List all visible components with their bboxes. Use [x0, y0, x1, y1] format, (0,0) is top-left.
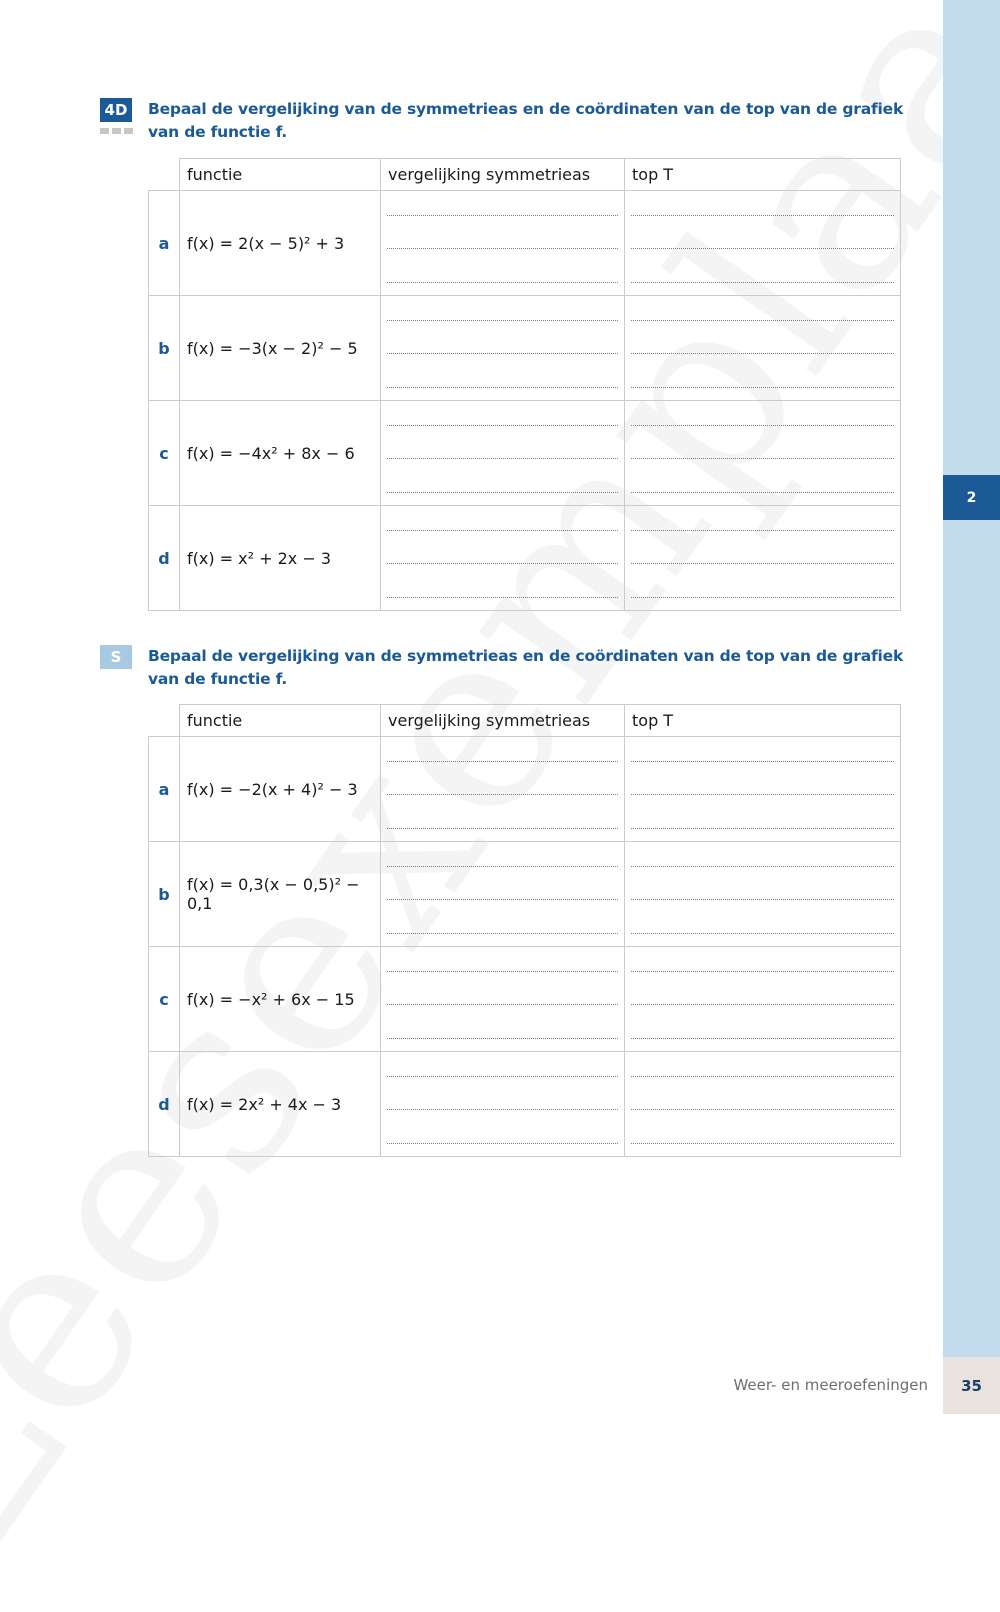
header-empty-cell: [149, 705, 180, 737]
header-empty-cell: [149, 159, 180, 191]
header-symmetrieas: vergelijking symmetrieas: [381, 705, 625, 737]
answer-top[interactable]: [625, 506, 901, 611]
header-functie: functie: [180, 705, 381, 737]
table-header-row: [149, 159, 901, 191]
row-function: f(x) = −4x² + 8x − 6: [180, 401, 381, 506]
row-letter: c: [149, 401, 180, 506]
answer-symmetrieas[interactable]: [381, 506, 625, 611]
answer-top[interactable]: [625, 191, 901, 296]
exercise-table: [148, 158, 901, 611]
sidebar: [943, 0, 1000, 1414]
row-letter: a: [149, 191, 180, 296]
row-function: f(x) = −3(x − 2)² − 5: [180, 296, 381, 401]
header-functie: functie: [180, 159, 381, 191]
answer-top[interactable]: [625, 737, 901, 842]
table-row: [149, 296, 901, 401]
row-letter: d: [149, 506, 180, 611]
answer-symmetrieas[interactable]: [381, 842, 625, 947]
answer-top[interactable]: [625, 401, 901, 506]
answer-top[interactable]: [625, 947, 901, 1052]
exercise-badge: 4D: [100, 98, 132, 122]
answer-top[interactable]: [625, 842, 901, 947]
answer-symmetrieas[interactable]: [381, 191, 625, 296]
answer-symmetrieas[interactable]: [381, 947, 625, 1052]
exercise-instruction: Bepaal de vergelijking van de symmetrieas en de coördinaten van de top van de grafiek van de functie f.: [148, 647, 904, 688]
header-symmetrieas: vergelijking symmetrieas: [381, 159, 625, 191]
row-letter: a: [149, 737, 180, 842]
row-function: f(x) = 0,3(x − 0,5)² − 0,1: [180, 842, 381, 947]
table-row: [149, 842, 901, 947]
table-row: [149, 1052, 901, 1157]
row-letter: d: [149, 1052, 180, 1157]
answer-symmetrieas[interactable]: [381, 737, 625, 842]
row-letter: c: [149, 947, 180, 1052]
table-row: [149, 506, 901, 611]
row-letter: b: [149, 842, 180, 947]
table-row: [149, 737, 901, 842]
row-function: f(x) = 2(x − 5)² + 3: [180, 191, 381, 296]
footer-section-title: Weer- en meeroefeningen: [733, 1376, 928, 1394]
exercise-badge: S: [100, 645, 132, 669]
exercise-table: [148, 704, 901, 1157]
answer-top[interactable]: [625, 1052, 901, 1157]
table-header-row: [149, 705, 901, 737]
difficulty-dots-icon: [100, 128, 133, 134]
row-function: f(x) = 2x² + 4x − 3: [180, 1052, 381, 1157]
table-row: [149, 191, 901, 296]
table-row: [149, 401, 901, 506]
row-function: f(x) = −x² + 6x − 15: [180, 947, 381, 1052]
row-function: f(x) = x² + 2x − 3: [180, 506, 381, 611]
row-function: f(x) = −2(x + 4)² − 3: [180, 737, 381, 842]
answer-symmetrieas[interactable]: [381, 1052, 625, 1157]
answer-top[interactable]: [625, 296, 901, 401]
header-top: top T: [625, 159, 901, 191]
table-row: [149, 947, 901, 1052]
answer-symmetrieas[interactable]: [381, 296, 625, 401]
chapter-tab[interactable]: 2: [943, 475, 1000, 520]
exercise-instruction: Bepaal de vergelijking van de symmetrieas en de coördinaten van de top van de grafiek van de functie f.: [148, 100, 904, 141]
row-letter: b: [149, 296, 180, 401]
header-top: top T: [625, 705, 901, 737]
page-number: 35: [943, 1357, 1000, 1414]
answer-symmetrieas[interactable]: [381, 401, 625, 506]
